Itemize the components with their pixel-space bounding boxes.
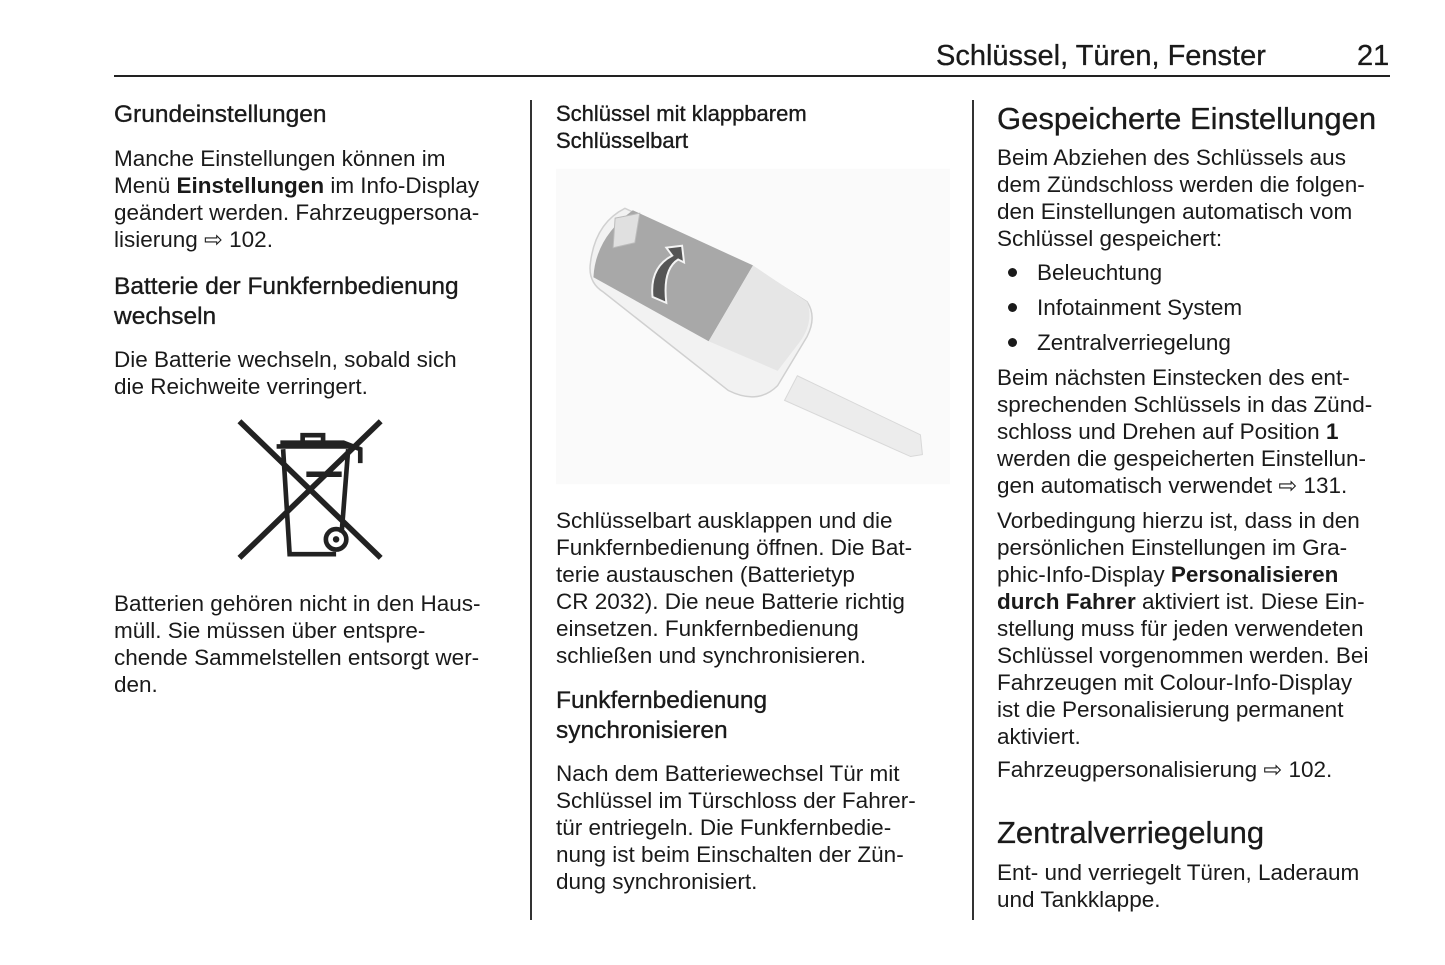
text-line: den Einstellungen automatisch vom [997,199,1353,224]
text-line: dem Zündschloss werden die folgen‐ [997,172,1365,197]
text-line: Fahrzeugpersonalisierung ⇨ 102. [997,757,1333,782]
text-line: Batterien gehören nicht in den Haus‐ [114,591,481,616]
paragraph-gespeichert [997,144,1365,252]
paragraph-synchronisieren [556,760,916,895]
text-line: persönlichen Einstellungen im Gra‐ [997,535,1348,560]
text-line [997,588,1368,615]
text-line: synchronisieren [556,716,728,744]
list-item-label: Beleuchtung [1037,260,1163,285]
text-line: Beim nächsten Einstecken des ent‐ [997,365,1350,390]
text-line [997,418,1372,445]
text-line: den. [114,672,158,697]
text-line: stellung muss für jeden verwendeten [997,616,1364,641]
column-divider [972,100,974,920]
text-line: Manche Einstellungen können im [114,146,446,171]
text-line: Zentralverriegelung [997,815,1265,850]
text-line: CR 2032). Die neue Batterie richtig [556,589,905,614]
paragraph-verweis [997,756,1332,783]
text-segment: im Info-Display [324,173,480,198]
list-item-label: Infotainment System [1037,295,1243,320]
text-line: Beim Abziehen des Schlüssels aus [997,145,1346,170]
text-line: Schlüssel mit klappbarem [556,101,807,126]
list-item-label: Zentralverriegelung [1037,330,1231,355]
text-line: lisierung ⇨ 102. [114,227,273,252]
bold-text: Einstellungen [176,173,325,198]
text-line: die Reichweite verringert. [114,374,368,399]
paragraph-zentralverriegelung [997,859,1359,913]
text-segment: phic-Info-Display [997,562,1171,587]
text-line: Funkfernbedienung [556,687,768,714]
text-line: ist die Personalisierung permanent [997,697,1344,722]
text-line: tür entriegeln. Die Funkfernbedie‐ [556,815,892,840]
text-line: Schlüssel gespeichert: [997,226,1223,251]
bullet-icon [1008,338,1017,347]
heading-grundeinstellungen [114,100,327,130]
section-title: Schlüssel, Türen, Fenster [936,40,1266,72]
text-line: wechseln [114,302,217,330]
text-line: Gespeicherte Einstellungen [997,101,1377,136]
text-line: Funkfernbedienung öffnen. Die Bat‐ [556,535,913,560]
heading-zentralverriegelung [997,816,1264,850]
paragraph-batterie [114,346,457,400]
text-line: und Tankklappe. [997,887,1161,912]
text-line: Schlüsselbart [556,128,689,153]
text-line: sprechenden Schlüssels in das Zünd‐ [997,392,1373,417]
text-line: dung synchronisiert. [556,869,758,894]
text-line [114,172,479,199]
text-line: Grundeinstellungen [114,101,327,128]
text-segment: Menü [114,173,177,198]
bold-text: Personalisieren [1170,562,1339,587]
heading-synchronisieren [556,686,767,745]
text-line: Batterie der Funkfernbedienung [114,273,459,300]
heading-batterie-wechseln [114,272,459,331]
text-line: Fahrzeugen mit Colour-Info-Display [997,670,1353,695]
bullet-icon [1008,303,1017,312]
text-line: Schlüsselbart ausklappen und die [556,508,893,533]
paragraph-naechstes-einstecken [997,364,1372,499]
text-line: müll. Sie müssen über entspre‐ [114,618,426,643]
heading-klappschluessel [556,100,807,154]
text-line: aktiviert. [997,724,1081,749]
bold-text: 1 [1325,419,1339,444]
crossed-out-bin-icon [232,413,390,569]
text-line [997,561,1368,588]
text-segment: schloss und Drehen auf Position [997,419,1326,444]
text-line: Ent- und verriegelt Türen, Laderaum [997,860,1360,885]
text-line: einsetzen. Funkfernbedienung [556,616,859,641]
paragraph-vorbedingung [997,507,1368,750]
text-line: Schlüssel im Türschloss der Fahrer‐ [556,788,916,813]
bold-text: durch Fahrer [997,589,1136,614]
text-line: geändert werden. Fahrzeugpersona‐ [114,200,480,225]
text-line: gen automatisch verwendet ⇨ 131. [997,473,1348,498]
bullet-icon [1008,268,1017,277]
text-line: Die Batterie wechseln, sobald sich [114,347,457,372]
folding-key-illustration [556,168,950,485]
text-line: chende Sammelstellen entsorgt wer‐ [114,645,480,670]
page-number: 21 [1357,40,1390,72]
text-line: nung ist beim Einschalten der Zün‐ [556,842,904,867]
text-line: terie austauschen (Batterietyp [556,562,855,587]
paragraph-hausmuell [114,590,480,698]
paragraph-batterie-tauschen [556,507,912,669]
text-line: Nach dem Batteriewechsel Tür mit [556,761,900,786]
text-line: schließen und synchronisieren. [556,643,867,668]
heading-gespeicherte-einstellungen [997,102,1376,136]
text-segment: aktiviert ist. Diese Ein‐ [1135,589,1365,614]
column-divider [530,100,532,920]
text-line: Schlüssel vorgenommen werden. Bei [997,643,1369,668]
text-line: werden die gespeicherten Einstellun‐ [997,446,1366,471]
paragraph-grundeinstellungen [114,145,479,253]
text-line: Vorbedingung hierzu ist, dass in den [997,508,1360,533]
header-rule [114,75,1390,77]
